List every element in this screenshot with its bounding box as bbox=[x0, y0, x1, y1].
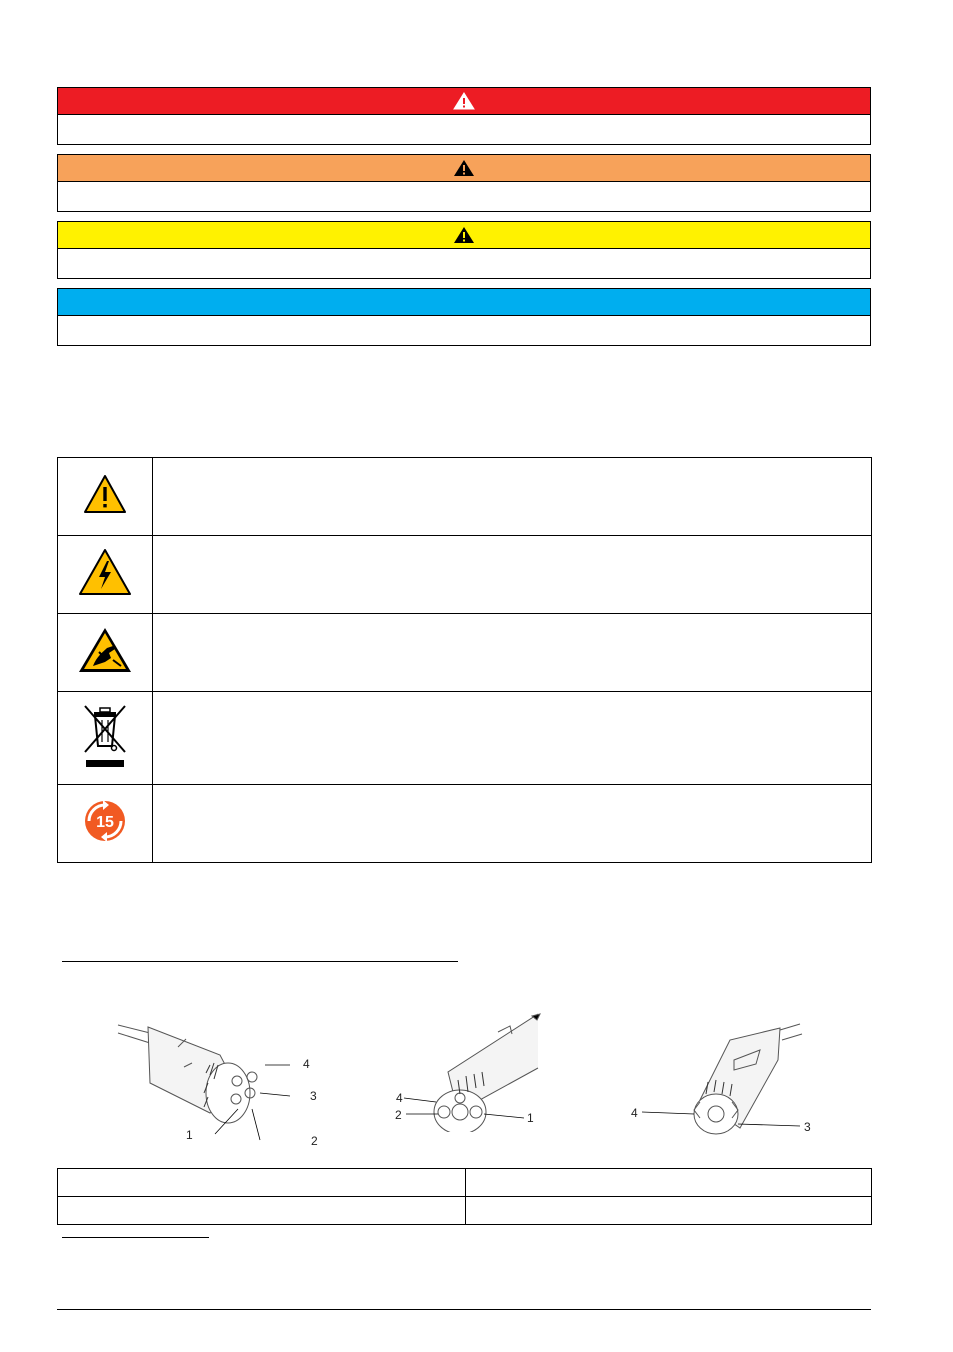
callout-label: 2 bbox=[311, 1134, 318, 1148]
probe-figure-2 bbox=[388, 1012, 548, 1132]
warning-triangle-icon bbox=[453, 159, 475, 177]
warning-triangle-icon bbox=[453, 92, 475, 110]
symbol-row bbox=[58, 785, 872, 863]
warning-body bbox=[58, 182, 870, 211]
callout-label: 3 bbox=[804, 1120, 811, 1134]
warning-box bbox=[57, 154, 871, 212]
caution-header bbox=[58, 222, 870, 249]
danger-box bbox=[57, 87, 871, 145]
electrical-hazard-icon bbox=[78, 548, 132, 596]
notice-body bbox=[58, 316, 870, 345]
caution-box bbox=[57, 221, 871, 279]
general-warning-icon bbox=[83, 474, 127, 514]
notice-header bbox=[58, 289, 870, 316]
precautionary-symbols-table bbox=[57, 457, 872, 863]
electrostatic-discharge-icon bbox=[77, 626, 133, 674]
callout-label: 2 bbox=[395, 1108, 402, 1122]
callout-label: 1 bbox=[527, 1111, 534, 1125]
callout-label: 3 bbox=[310, 1089, 317, 1103]
caution-body bbox=[58, 249, 870, 278]
warning-header bbox=[58, 155, 870, 182]
warning-triangle-icon bbox=[453, 226, 475, 244]
section-underline bbox=[62, 961, 458, 962]
china-rohs-15-icon bbox=[81, 797, 129, 845]
symbol-row bbox=[58, 536, 872, 614]
probe-figure-1 bbox=[110, 1013, 330, 1153]
callout-label: 4 bbox=[303, 1057, 310, 1071]
symbol-row bbox=[58, 458, 872, 536]
symbol-row bbox=[58, 692, 872, 785]
legend-row bbox=[58, 1197, 872, 1225]
probe-figure-3 bbox=[630, 1020, 820, 1150]
legend-row bbox=[58, 1169, 872, 1197]
callout-label: 4 bbox=[396, 1091, 403, 1105]
figure-legend-table bbox=[57, 1168, 872, 1225]
callout-label: 1 bbox=[186, 1128, 193, 1142]
danger-body bbox=[58, 115, 870, 144]
callout-label: 4 bbox=[631, 1106, 638, 1120]
notice-box bbox=[57, 288, 871, 346]
footnote-separator bbox=[62, 1237, 209, 1238]
svg-text:15: 15 bbox=[96, 814, 114, 831]
symbol-row bbox=[58, 614, 872, 692]
danger-header bbox=[58, 88, 870, 115]
weee-crossed-bin-icon bbox=[80, 702, 130, 770]
footer-line bbox=[57, 1309, 871, 1310]
